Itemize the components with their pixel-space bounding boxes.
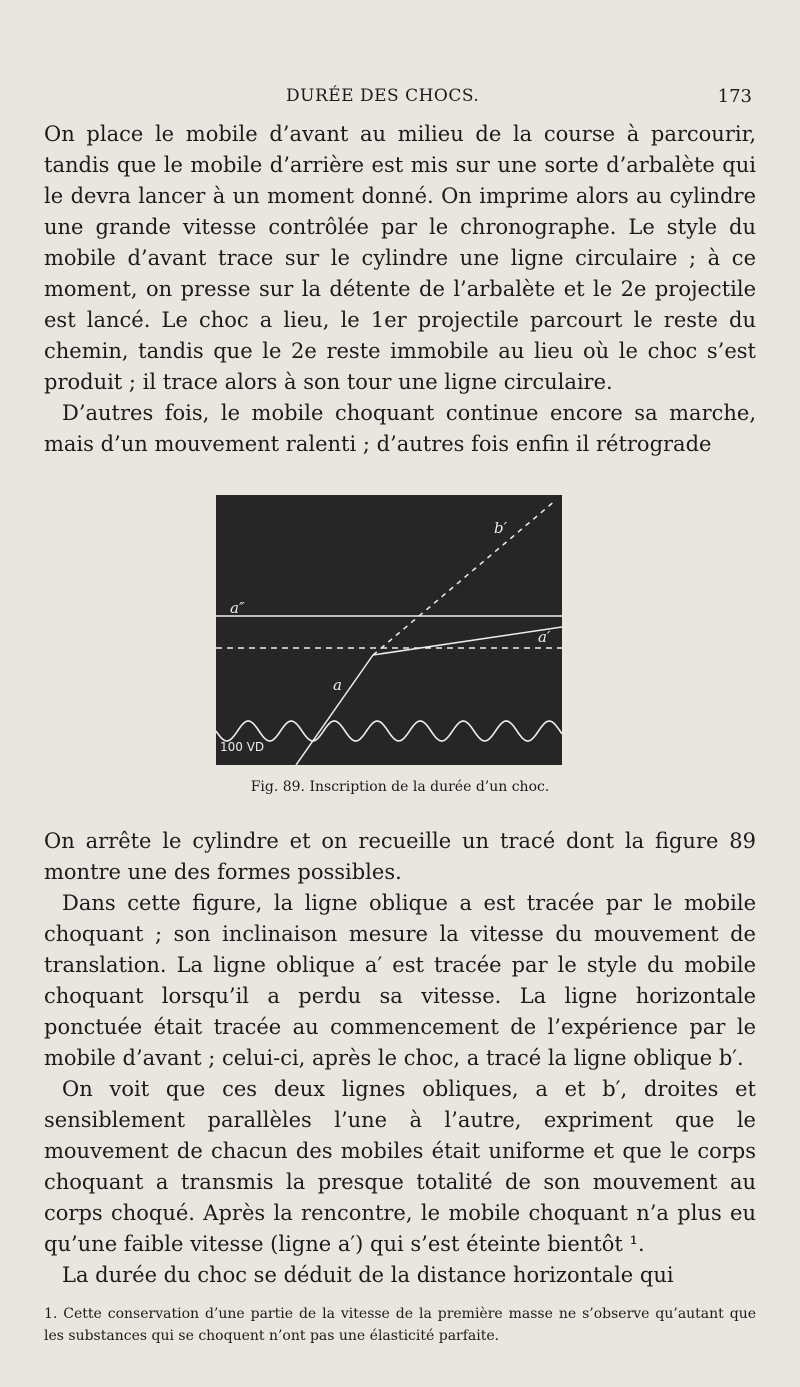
- paragraph: On arrête le cylindre et on recueille un tracé dont la figure 89 montre une des formes possibles.: [44, 829, 756, 884]
- running-title: DURÉE DES CHOCS.: [286, 86, 480, 106]
- label-a: a: [333, 676, 342, 694]
- label-a-prime: a′: [538, 628, 551, 646]
- label-b-prime: b′: [494, 519, 508, 537]
- page-number: 173: [717, 86, 752, 107]
- trace-drawing: [216, 495, 562, 765]
- footnote-text: 1. Cette conservation d’une partie de la vitesse de la première masse ne s’observe qu’autant que les substances qui se choquent n’ont pas une élasticité parfaite.: [44, 1306, 756, 1344]
- page-header: [44, 86, 756, 112]
- paragraph: Dans cette figure, la ligne oblique a est tracée par le mobile choquant ; son inclinaison mesure la vitesse du mouvement de translation. La ligne oblique a′ est tracée par le style du mobile choquant lorsqu’il a perdu sa vitesse. La ligne horizontale ponctuée était tracée au commencement de l’expérience par le mobile d’avant ; celui-ci, après le choc, a tracé la ligne oblique b′.: [44, 891, 756, 1070]
- figure-89: [216, 495, 562, 765]
- smoked-cylinder-background: [216, 495, 562, 765]
- paragraph: D’autres fois, le mobile choquant continue encore sa marche, mais d’un mouvement ralenti ; d’autres fois enfin il rétrograde: [44, 401, 756, 456]
- paragraph: On voit que ces deux lignes obliques, a et b′, droites et sensiblement parallèles l’une à l’autre, expriment que le mouvement de chacun des mobiles était uniforme et que le corps choquant a transmis la presque totalité de son mouvement au corps choqué. Après la rencontre, le mobile choquant n’a plus eu qu’une faible vitesse (ligne a′) qui s’est éteinte bientôt ¹.: [44, 1077, 756, 1256]
- paragraph: On place le mobile d’avant au milieu de la course à parcourir, tandis que le mobile d’arrière est mis sur une sorte d’arbalète qui le devra lancer à un moment donné. On imprime alors au cylindre une grande vitesse contrôlée par le chronographe. Le style du mobile d’avant trace sur le cylindre une ligne circulaire ; à ce moment, on presse sur la détente de l’arbalète et le 2e projectile est lancé. Le choc a lieu, le 1er projectile parcourt le reste du chemin, tandis que le 2e reste immobile au lieu où le choc s’est produit ; il trace alors à son tour une ligne circulaire.: [44, 122, 756, 394]
- figure-caption: Fig. 89. Inscription de la durée d’un choc.: [250, 779, 550, 795]
- paragraph: La durée du choc se déduit de la distance horizontale qui: [62, 1263, 674, 1287]
- body-text-top: [44, 119, 756, 460]
- footnote: [44, 1303, 756, 1347]
- label-a-double-prime: a″: [230, 599, 245, 617]
- body-text-bottom: [44, 826, 756, 1291]
- label-tuning-fork: 100 VD: [220, 740, 265, 754]
